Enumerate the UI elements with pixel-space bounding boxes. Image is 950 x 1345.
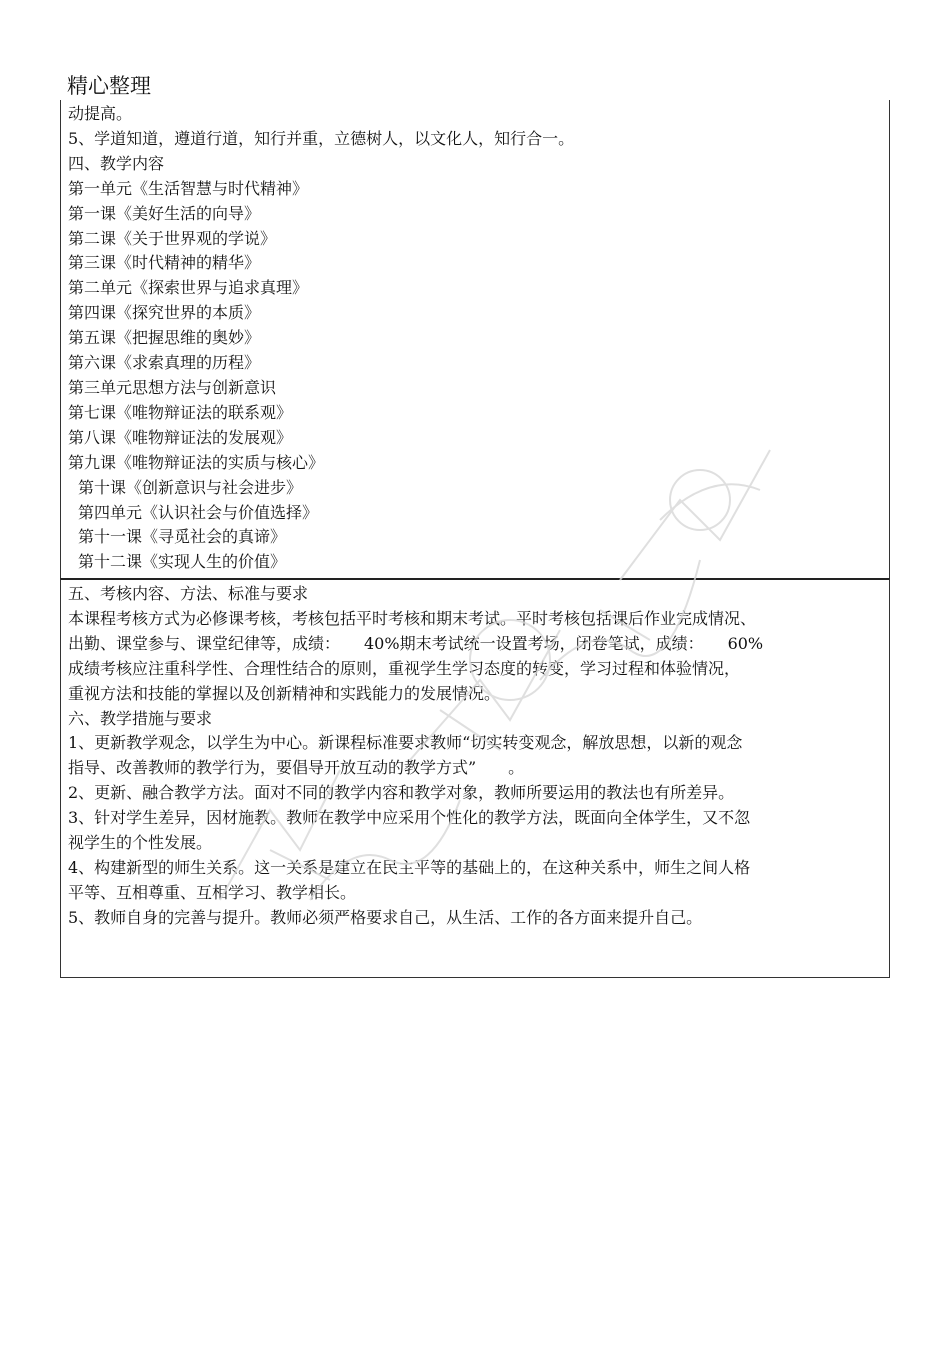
text-line: 重视方法和技能的掌握以及创新精神和实践能力的发展情况。 bbox=[68, 683, 501, 703]
text-line: 5、教师自身的完善与提升。教师必须严格要求自己，从生活、工作的各方面来提升自己。 bbox=[68, 907, 703, 927]
section-heading: 六、教学措施与要求 bbox=[68, 708, 213, 728]
lesson-title: 第八课《唯物辩证法的发展观》 bbox=[68, 427, 293, 447]
course-content-lines bbox=[68, 102, 883, 575]
unit-title: 第四单元《认识社会与价值选择》 bbox=[78, 502, 319, 522]
section-heading: 四、教学内容 bbox=[68, 153, 165, 173]
lesson-title: 第七课《唯物辩证法的联系观》 bbox=[68, 402, 293, 422]
text-line: 5、学道知道，遵道行道，知行并重，立德树人，以文化人，知行合一。 bbox=[68, 128, 575, 148]
text-line: 指导、改善教师的教学行为，要倡导开放互动的教学方式” 。 bbox=[68, 758, 525, 778]
text-line: 出勤、课堂参与、课堂纪律等，成绩： 40%期末考试统一设置考场，闭卷笔试，成绩： 60% bbox=[68, 633, 764, 653]
course-content-box bbox=[60, 100, 890, 578]
lesson-title: 第十课《创新意识与社会进步》 bbox=[78, 477, 303, 497]
lesson-title: 第四课《探究世界的本质》 bbox=[68, 303, 261, 323]
lesson-title: 第十一课《寻觅社会的真谛》 bbox=[78, 527, 287, 547]
section-heading: 五、考核内容、方法、标准与要求 bbox=[68, 584, 309, 603]
text-line: 平等、互相尊重、互相学习、教学相长。 bbox=[68, 882, 357, 902]
unit-title: 第二单元《探索世界与追求真理》 bbox=[68, 278, 309, 298]
text-line: 1、更新教学观念，以学生为中心。新课程标准要求教师“切实转变观念，解放思想，以新的观念 bbox=[68, 733, 743, 753]
lesson-title: 第一课《美好生活的向导》 bbox=[68, 203, 261, 223]
unit-title: 第三单元思想方法与创新意识 bbox=[68, 377, 277, 397]
unit-title: 第一单元《生活智慧与时代精神》 bbox=[68, 178, 309, 198]
lesson-title: 第五课《把握思维的奥妙》 bbox=[68, 328, 261, 348]
text-line: 本课程考核方式为必修课考核，考核包括平时考核和期末考试。平时考核包括课后作业完成情况、 bbox=[68, 608, 757, 628]
lesson-title: 第三课《时代精神的精华》 bbox=[68, 253, 261, 273]
text-line: 视学生的个性发展。 bbox=[68, 833, 213, 853]
text-line: 动提高。 bbox=[68, 104, 133, 123]
lesson-title: 第二课《关于世界观的学说》 bbox=[68, 228, 277, 248]
text-line: 4、构建新型的师生关系。这一关系是建立在民主平等的基础上的，在这种关系中，师生之间人格 bbox=[68, 857, 751, 877]
page-header-title: 精心整理 bbox=[67, 74, 151, 98]
text-line: 2、更新、融合教学方法。面对不同的教学内容和教学对象，教师所要运用的教法也有所差异。 bbox=[68, 783, 735, 803]
lesson-title: 第六课《求索真理的历程》 bbox=[68, 353, 261, 373]
assessment-lines bbox=[68, 582, 883, 931]
assessment-measures-box bbox=[60, 578, 890, 978]
text-line: 3、针对学生差异，因材施教。教师在教学中应采用个性化的教学方法，既面向全体学生，又不忽 bbox=[68, 808, 751, 828]
lesson-title: 第十二课《实现人生的价值》 bbox=[78, 552, 287, 572]
text-line: 成绩考核应注重科学性、合理性结合的原则，重视学生学习态度的转变，学习过程和体验情况， bbox=[68, 658, 741, 678]
lesson-title: 第九课《唯物辩证法的实质与核心》 bbox=[68, 452, 325, 472]
